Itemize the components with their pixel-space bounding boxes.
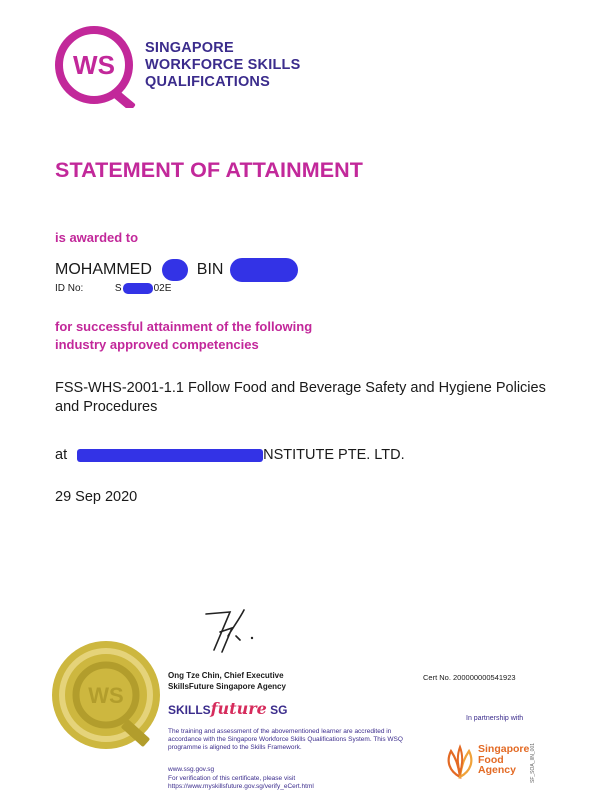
document-code: SF_SOA_IIN_001 [530, 742, 536, 783]
certificate-title: STATEMENT OF ATTAINMENT [55, 158, 364, 182]
certificate-number: Cert No. 200000000541923 [423, 673, 516, 682]
website-link[interactable]: www.ssg.gov.sg [168, 766, 215, 773]
verify-url-link[interactable]: https://www.myskillsfuture.gov.sg/verify_eCert.html [168, 783, 314, 790]
redaction-mark [162, 259, 188, 281]
org-name [145, 40, 300, 91]
org-line-1: SINGAPORE [145, 40, 234, 56]
redaction-mark [77, 449, 263, 462]
skills-logo-part-3: SG [270, 703, 288, 717]
partner-line-1: Singapore [478, 743, 530, 755]
attainment-line-2: industry approved competencies [55, 337, 259, 352]
partner-name [478, 744, 529, 776]
partner-line-2: Food [478, 753, 504, 766]
verify-line-1: For verification of this certificate, please visit [168, 775, 296, 782]
signatory-org: SkillsFuture Singapore Agency [168, 681, 286, 691]
signatory-name: Ong Tze Chin, Chief Executive [168, 671, 284, 680]
at-label: at [55, 447, 68, 463]
attainment-statement [55, 318, 375, 354]
recipient-name [55, 258, 298, 282]
competency-title: FSS-WHS-2001-1.1 Follow Food and Beverage Safety and Hygiene Policies and Procedures [55, 380, 546, 415]
id-prefix: S [114, 283, 122, 295]
id-number [55, 283, 171, 294]
seal-text: WS [88, 683, 124, 708]
skills-logo-part-1: SKILLS [168, 703, 211, 717]
partnership-label: In partnership with [466, 715, 524, 722]
partner-line-3: Agency [478, 764, 516, 776]
id-label: ID No: [55, 283, 84, 295]
attainment-line-1: for successful attainment of the following [55, 319, 313, 334]
redaction-mark [123, 283, 153, 294]
sfa-logo-icon [443, 743, 477, 779]
wsq-logo-icon [52, 24, 144, 108]
award-date: 29 Sep 2020 [55, 489, 138, 505]
institute-name-suffix: NSTITUTE PTE. LTD. [263, 447, 405, 463]
id-suffix: 02E [153, 283, 172, 295]
verification-note [168, 775, 418, 791]
signature-icon [200, 606, 260, 658]
name-part-1: MOHAMMED [55, 261, 152, 278]
name-part-2: BIN [196, 261, 224, 278]
awarded-label: is awarded to [55, 230, 139, 245]
org-line-2: WORKFORCE SKILLS [145, 57, 301, 73]
accreditation-text: The training and assessment of the abovementioned learner are accredited in accordance with the Singapore Workforce Skills Qualifications System. This WSQ programme is aligned to the Skills Framework. [168, 728, 403, 751]
training-provider [55, 447, 405, 463]
skills-logo-part-2: future [210, 699, 267, 718]
org-line-3: QUALIFICATIONS [145, 74, 270, 90]
skillsfuture-logo [168, 699, 288, 718]
redaction-mark [230, 258, 298, 282]
logo-text: WS [73, 50, 115, 80]
signatory [168, 671, 286, 692]
gold-seal-icon [50, 637, 166, 761]
